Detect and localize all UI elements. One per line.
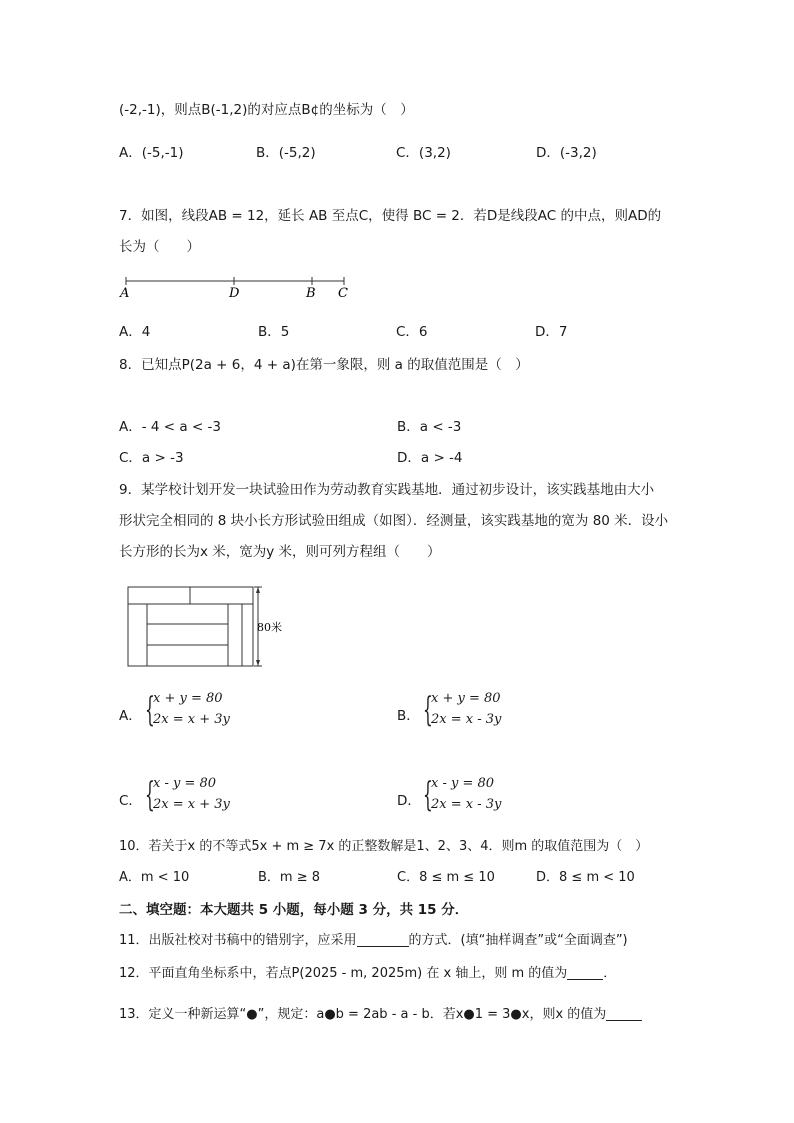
q12-text-before: 12．平面直角坐标系中，若点P(2025 - m, 2025m) 在 x 轴上，则 m 的值为 (119, 966, 568, 981)
q11-answer-blank[interactable] (357, 932, 409, 947)
option-label: C． (119, 793, 142, 809)
q7-option-d: D．7 (535, 324, 568, 340)
q8-option-c: C．a > -3 (119, 450, 184, 466)
q9-option-d (397, 775, 517, 815)
q11-text-after: 的方式．(填“抽样调查”或“全面调查”) (408, 933, 628, 948)
q6-option-d: D．(-3,2) (536, 145, 597, 161)
q7-option-a: A．4 (119, 324, 151, 340)
q11-text-before: 11．出版社校对书稿中的错别字，应采用 (119, 933, 357, 948)
equation-1: x + y = 80 (153, 691, 223, 706)
q6-option-b: B．(-5,2) (256, 145, 316, 161)
q10-stem: 10．若关于x 的不等式5x + m ≥ 7x 的正整数解是1、2、3、4．则m 的取值范围为（ ） (119, 839, 649, 854)
label-b: B (306, 286, 316, 301)
q13-answer-blank[interactable] (606, 1006, 642, 1021)
label-d: D (229, 286, 240, 301)
q9-stem-line3: 长方形的长为x 米，宽为y 米，则可列方程组（ ） (119, 544, 441, 560)
label-c: C (338, 286, 348, 301)
q8-option-b: B．a < -3 (397, 419, 462, 435)
q7-stem-line1: 7．如图，线段AB = 12，延长 AB 至点C，使得 BC = 2．若D是线段AC 的中点，则AD的 (119, 208, 662, 224)
q7-segment-figure (118, 272, 358, 302)
q10-option-c: C．8 ≤ m ≤ 10 (397, 870, 495, 885)
brace-icon: { (423, 775, 433, 815)
q7-option-b: B．5 (258, 324, 290, 340)
q10-option-a: A．m < 10 (119, 870, 190, 885)
q6-option-a: A．(-5,-1) (119, 145, 184, 161)
q9-option-a (119, 690, 239, 730)
q7-option-c: C．6 (396, 324, 428, 340)
brace-icon: { (145, 690, 155, 730)
q8-option-a: A．- 4 < a < -3 (119, 419, 222, 435)
equation-1: x + y = 80 (431, 691, 501, 706)
brace-icon: { (423, 690, 433, 730)
q6-continuation: (-2,-1)，则点B(-1,2)的对应点B¢的坐标为（ ） (119, 102, 414, 118)
equation-2: 2x = x + 3y (153, 797, 230, 812)
dimension-label: 80米 (257, 621, 282, 634)
equation-1: x - y = 80 (153, 776, 217, 791)
q13-text-before: 13．定义一种新运算“●”，规定：a●b = 2ab - a - b．若x●1 = 3●x，则x 的值为 (119, 1007, 607, 1022)
q12-answer-blank[interactable] (567, 965, 603, 980)
q8-stem: 8．已知点P(2a + 6，4 + a)在第一象限，则 a 的取值范围是（ ） (119, 357, 529, 373)
q10-option-b: B．m ≥ 8 (258, 870, 321, 885)
q10-option-d: D．8 ≤ m < 10 (536, 870, 635, 885)
equation-2: 2x = x - 3y (431, 797, 502, 812)
q9-field-figure (125, 582, 295, 672)
dimension-arrow-down (256, 660, 260, 666)
q9-stem-line2: 形状完全相同的 8 块小长方形试验田组成（如图）．经测量，该实践基地的宽为 80 米．设小 (119, 513, 669, 529)
section-2-heading: 二、填空题：本大题共 5 小题，每小题 3 分，共 15 分． (119, 902, 469, 918)
q9-stem-line1: 9．某学校计划开发一块试验田作为劳动教育实践基地．通过初步设计，该实践基地由大小 (119, 482, 655, 498)
dimension-arrow-up (256, 587, 260, 593)
q8-option-d: D．a > -4 (397, 450, 463, 466)
option-label: A． (119, 708, 142, 724)
equation-1: x - y = 80 (431, 776, 495, 791)
q11-stem (119, 929, 628, 948)
equation-2: 2x = x + 3y (153, 712, 230, 727)
q13-stem (119, 1003, 642, 1022)
q12-stem (119, 962, 616, 981)
brace-icon: { (145, 775, 155, 815)
q12-text-after: ． (603, 966, 617, 981)
q7-stem-line2: 长为（ ） (119, 239, 200, 255)
q6-option-c: C．(3,2) (396, 145, 451, 161)
q9-option-b (397, 690, 517, 730)
label-a: A (120, 286, 130, 301)
option-label: B． (397, 708, 420, 724)
equation-2: 2x = x - 3y (431, 712, 502, 727)
option-label: D． (397, 793, 421, 809)
q9-option-c (119, 775, 239, 815)
